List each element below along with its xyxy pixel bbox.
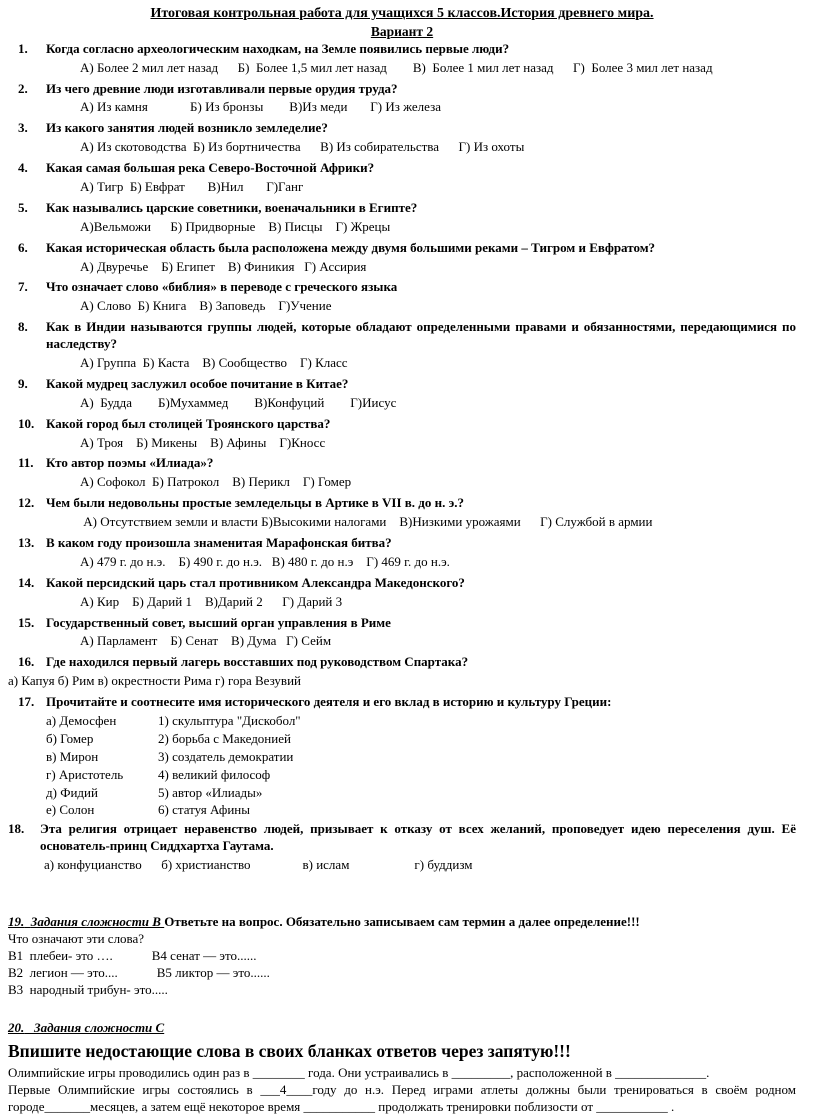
match-row bbox=[46, 767, 796, 784]
match-person: г) Аристотель bbox=[46, 766, 124, 782]
question-line bbox=[8, 694, 796, 711]
question-number: 6. bbox=[18, 239, 28, 255]
answer-options: А) Более 2 мил лет назад Б) Более 1,5 мил лет назад В) Более 1 мил лет назад Г) Более 3 мил лет назад bbox=[80, 59, 713, 75]
question-2 bbox=[8, 81, 796, 117]
question-text: Какой мудрец заслужил особое почитание в Китае? bbox=[46, 375, 349, 391]
question-number: 15. bbox=[18, 614, 35, 630]
question-number: 5. bbox=[18, 199, 28, 215]
question-number: 14. bbox=[18, 574, 35, 590]
question-number: 9. bbox=[18, 375, 28, 391]
match-person: в) Мирон bbox=[46, 748, 99, 764]
question-text: В каком году произошла знаменитая Марафонская битва? bbox=[46, 535, 392, 550]
answer-options: А) Группа Б) Каста В) Сообщество Г) Класс bbox=[80, 354, 348, 370]
question-line bbox=[8, 821, 796, 855]
question-line bbox=[8, 81, 796, 98]
question-line bbox=[8, 535, 796, 552]
question-line bbox=[8, 160, 796, 177]
question-text: Что означает слово «библия» в переводе с греческого языка bbox=[46, 279, 398, 295]
question-12 bbox=[8, 495, 796, 531]
question-18 bbox=[8, 821, 796, 874]
document-title: Итоговая контрольная работа для учащихся 5 классов.История древнего мира. bbox=[150, 6, 654, 21]
match-person: а) Демосфен bbox=[46, 713, 117, 729]
question-line bbox=[8, 615, 796, 632]
term-line: В3 народный трибун- это..... bbox=[8, 981, 168, 997]
question-text: Где находился первый лагерь восставших под руководством Спартака? bbox=[46, 654, 469, 670]
match-row bbox=[46, 749, 796, 766]
answer-options: А) Кир Б) Дарий 1 В)Дарий 2 Г) Дарий 3 bbox=[80, 593, 343, 609]
question-text: Какой город был столицей Троянского царства? bbox=[46, 415, 331, 431]
question-line bbox=[8, 495, 796, 512]
question-number: 8. bbox=[18, 319, 28, 335]
fill-in-paragraph: Олимпийские игры проводились один раз в ________ года. Они устраивались в _________, расположенной в ______________. bbox=[8, 1065, 710, 1081]
question-7 bbox=[8, 279, 796, 315]
question-instruction: Ответьте на вопрос. Обязательно записываем сам термин а далее определение!!! bbox=[164, 914, 640, 930]
question-16 bbox=[8, 654, 796, 690]
question-text: Эта религия отрицает неравенство людей, призывает к отказу от всех желаний, проповедует идею переселения душ. Её основатель-принц Сиддхартха Гаутама. bbox=[40, 821, 796, 854]
question-3 bbox=[8, 120, 796, 156]
question-10 bbox=[8, 416, 796, 452]
question-text: Когда согласно археологическим находкам, на Земле появились первые люди? bbox=[46, 40, 510, 56]
question-line bbox=[8, 1020, 796, 1037]
match-contribution: 2) борьба с Македонией bbox=[158, 730, 291, 746]
question-number: 12. bbox=[18, 495, 35, 511]
question-text: Кто автор поэмы «Илиада»? bbox=[46, 455, 214, 471]
question-line bbox=[8, 200, 796, 217]
answer-options: А) Тигр Б) Евфрат В)Нил Г)Ганг bbox=[80, 178, 304, 194]
question-text: Как назывались царские советники, военачальники в Египте? bbox=[46, 199, 418, 215]
question-line bbox=[8, 41, 796, 58]
question-6 bbox=[8, 240, 796, 276]
question-text: Прочитайте и соотнесите имя исторического деятеля и его вклад в историю и культуру Греции: bbox=[46, 694, 612, 710]
question-line bbox=[8, 914, 796, 931]
question-line bbox=[8, 120, 796, 137]
question-19 bbox=[8, 914, 796, 998]
match-row bbox=[46, 802, 796, 819]
question-line bbox=[8, 279, 796, 296]
answer-options: А)Вельможи Б) Придворные В) Писцы Г) Жрецы bbox=[80, 218, 391, 234]
answer-options: А) 479 г. до н.э. Б) 490 г. до н.э. В) 480 г. до н.э Г) 469 г. до н.э. bbox=[80, 553, 450, 569]
question-9 bbox=[8, 376, 796, 412]
match-contribution: 6) статуя Афины bbox=[158, 802, 251, 818]
answer-options: А) Из скотоводства Б) Из бортничества В) Из собирательства Г) Из охоты bbox=[80, 139, 525, 155]
question-text: Какой персидский царь стал противником Александра Македонского? bbox=[46, 574, 465, 590]
question-text: Из какого занятия людей возникло земледелие? bbox=[46, 120, 328, 136]
question-number: 1. bbox=[18, 40, 28, 56]
question-text: Государственный совет, высший орган управления в Риме bbox=[46, 614, 391, 630]
question-number: 17. bbox=[18, 694, 35, 710]
match-contribution: 3) создатель демократии bbox=[158, 748, 294, 764]
question-number: 19. bbox=[8, 914, 25, 930]
question-text: Чем были недовольны простые земледельцы в Артике в VII в. до н. э.? bbox=[46, 495, 464, 511]
question-17 bbox=[8, 694, 796, 819]
term-line: В1 плебеи- это …. В4 сенат — это...... bbox=[8, 947, 257, 963]
matching-table bbox=[8, 713, 796, 819]
complexity-b-heading bbox=[8, 914, 164, 929]
answer-options: А) Слово Б) Книга В) Заповедь Г)Учение bbox=[80, 298, 332, 314]
question-20 bbox=[8, 1020, 796, 1115]
question-13 bbox=[8, 535, 796, 571]
answer-options: А) Из камня Б) Из бронзы В)Из меди Г) Из железа bbox=[80, 99, 441, 115]
question-4 bbox=[8, 160, 796, 196]
match-contribution: 5) автор «Илиады» bbox=[158, 784, 263, 800]
question-8 bbox=[8, 319, 796, 372]
question-number: 7. bbox=[18, 279, 28, 295]
question-line bbox=[8, 319, 796, 353]
answer-options: А) Троя Б) Микены В) Афины Г)Кносс bbox=[80, 434, 326, 450]
match-contribution: 1) скульптура "Дискобол" bbox=[158, 713, 301, 729]
term-line: В2 легион — это.... В5 ликтор — это...... bbox=[8, 964, 270, 980]
question-line bbox=[8, 654, 796, 671]
question-text: Какая историческая область была расположена между двумя большими реками – Тигром и Евфратом? bbox=[46, 239, 656, 255]
question-text: Какая самая большая река Северо-Восточной Африки? bbox=[46, 160, 375, 176]
match-row bbox=[46, 731, 796, 748]
question-number: 16. bbox=[18, 654, 35, 670]
question-14 bbox=[8, 575, 796, 611]
question-number: 10. bbox=[18, 415, 35, 431]
fill-in-instruction: Впишите недостающие слова в своих бланках ответов через запятую!!! bbox=[8, 1041, 571, 1062]
question-number: 18. bbox=[8, 821, 25, 837]
complexity-label: Задания сложности С bbox=[34, 1020, 165, 1036]
match-person: е) Солон bbox=[46, 802, 95, 818]
question-number: 20. bbox=[8, 1020, 25, 1036]
answer-options: а) Капуя б) Рим в) окрестности Рима г) гора Везувий bbox=[8, 673, 301, 689]
fill-in-paragraph: Первые Олимпийские игры состоялись в ___4____году до н.э. Перед играми атлеты должны были тренироваться в своём родном городе_______месяцев, а затем ещё некоторое время ___________ продолжать тренировки поблизости от ___________ . bbox=[8, 1082, 796, 1114]
answer-options: А) Двуречье Б) Египет В) Финикия Г) Ассирия bbox=[80, 258, 367, 274]
question-text: Как в Индии называются группы людей, которые обладают определенными правами и обязанностями, передающимися по наследству? bbox=[46, 319, 796, 352]
question-number: 3. bbox=[18, 120, 28, 136]
answer-options: А) Софокол Б) Патрокол В) Перикл Г) Гомер bbox=[80, 474, 352, 490]
question-line bbox=[8, 455, 796, 472]
answer-options: а) конфуцианство б) христианство в) ислам г) буддизм bbox=[44, 857, 473, 873]
match-contribution: 4) великий философ bbox=[158, 766, 271, 782]
question-number: 11. bbox=[18, 455, 34, 471]
question-line bbox=[8, 416, 796, 433]
match-row bbox=[46, 785, 796, 802]
question-line bbox=[8, 376, 796, 393]
complexity-label: Задания сложности В bbox=[30, 914, 161, 930]
match-person: д) Фидий bbox=[46, 784, 98, 800]
question-number: 2. bbox=[18, 80, 28, 96]
question-15 bbox=[8, 615, 796, 651]
match-row bbox=[46, 713, 796, 730]
question-line bbox=[8, 240, 796, 257]
question-subtext: Что означают эти слова? bbox=[8, 930, 145, 946]
question-1 bbox=[8, 41, 796, 77]
answer-options: А) Отсутствием земли и власти Б)Высокими налогами В)Низкими урожаями Г) Службой в армии bbox=[80, 514, 653, 530]
match-person: б) Гомер bbox=[46, 730, 94, 746]
question-text: Из чего древние люди изготавливали первые орудия труда? bbox=[46, 80, 398, 96]
question-5 bbox=[8, 200, 796, 236]
variant-label: Вариант 2 bbox=[370, 24, 434, 40]
question-number: 13. bbox=[18, 535, 35, 550]
answer-options: А) Будда Б)Мухаммед В)Конфуций Г)Иисус bbox=[80, 394, 397, 410]
complexity-c-heading bbox=[8, 1020, 164, 1035]
question-11 bbox=[8, 455, 796, 491]
question-line bbox=[8, 575, 796, 592]
answer-options: А) Парламент Б) Сенат В) Дума Г) Сейм bbox=[80, 633, 332, 649]
question-number: 4. bbox=[18, 160, 28, 176]
